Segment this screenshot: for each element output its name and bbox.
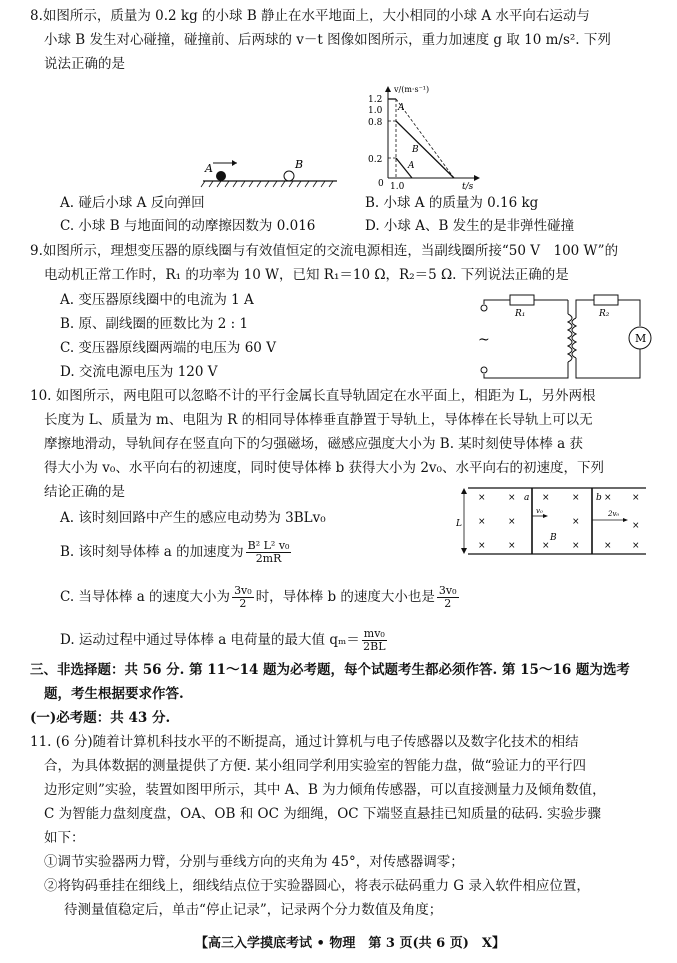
q8-ball-figure <box>195 155 345 190</box>
field-cross-icon: × <box>478 517 486 527</box>
distance-l-label: L <box>456 519 462 529</box>
tick-1-0: 1.0 <box>368 106 383 116</box>
q10-option-b-numerator: B² L² v₀ <box>247 539 290 552</box>
q8-option-a: A. 碰后小球 A 反向弹回 <box>60 195 205 211</box>
field-cross-icon: × <box>508 493 516 503</box>
q11-step-1: ①调节实验器两力臂，分别与垂线方向的夹角为 45°，对传感器调零； <box>44 854 464 870</box>
q10-stem-2: 长度为 L、质量为 m、电阻为 R 的相同导体棒垂直静置于导轨上，导体棒在长导轨上可以无 <box>44 412 593 428</box>
motor-label: M <box>635 332 647 345</box>
field-cross-icon: × <box>572 517 580 527</box>
section-3-heading-2: 题，考生根据要求作答. <box>44 686 184 702</box>
field-cross-icon: × <box>542 541 550 551</box>
q8-stem-1: 8.如图所示，质量为 0.2 kg 的小球 B 静止在水平地面上，大小相同的小球 A 水平向右运动与 <box>30 8 590 24</box>
field-b-label: B <box>550 533 557 543</box>
q10-option-d-text: D. 运动过程中通过导体棒 a 电荷量的最大值 qₘ＝ <box>60 632 360 648</box>
q10-field-figure <box>456 484 652 558</box>
q11-line-1: 11. (6 分)随着计算机科技水平的不断提高，通过计算机与电子传感器以及数字化技术的相结 <box>30 734 579 750</box>
q10-option-c-fraction-2 <box>437 585 459 610</box>
t-axis-label: t/s <box>462 182 474 192</box>
q10-option-d-fraction <box>362 628 387 653</box>
q8-stem-2: 小球 B 发生对心碰撞，碰撞前、后两球的 v－t 图像如图所示，重力加速度 g 取 10 m/s². 下列 <box>44 32 611 48</box>
q10-stem-1: 10. 如图所示，两电阻可以忽略不计的平行金属长直导轨固定在水平面上，相距为 L，另外两根 <box>30 388 596 404</box>
q10-option-c <box>60 585 461 610</box>
line-label-a-bottom: A <box>408 161 415 171</box>
q10-option-c-text: C. 当导体棒 a 的速度大小为 <box>60 589 231 605</box>
q8-option-c: C. 小球 B 与地面间的动摩擦因数为 0.016 <box>60 218 316 234</box>
r2-label: R₂ <box>599 309 610 319</box>
field-cross-icon: × <box>604 493 612 503</box>
field-cross-icon: × <box>604 541 612 551</box>
q10-option-c-denominator-1: 2 <box>239 597 247 610</box>
field-cross-icon: × <box>632 521 640 531</box>
ball-a <box>216 171 226 181</box>
tick-0-8: 0.8 <box>368 118 383 128</box>
q9-circuit <box>468 292 658 387</box>
q9-stem-2: 电动机正常工作时，R₁ 的功率为 10 W，已知 R₁＝10 Ω，R₂＝5 Ω. 下列说法正确的是 <box>44 267 569 283</box>
field-cross-icon: × <box>478 493 486 503</box>
field-cross-icon: × <box>572 541 580 551</box>
q9-option-c: C. 变压器原线圈两端的电压为 60 V <box>60 340 276 356</box>
field-cross-icon: × <box>508 517 516 527</box>
q10-option-c-denominator-2: 2 <box>444 597 452 610</box>
line-label-a-top: A <box>398 103 405 113</box>
field-cross-icon: × <box>632 493 640 503</box>
r1-label: R₁ <box>515 309 526 319</box>
q10-option-c-middle: 时，导体棒 b 的速度大小也是 <box>255 589 435 605</box>
q10-option-b-text: B. 该时刻导体棒 a 的加速度为 <box>60 544 244 560</box>
q10-stem-5: 结论正确的是 <box>44 484 125 500</box>
q9-option-a: A. 变压器原线圈中的电流为 1 A <box>60 292 254 308</box>
field-cross-icon: × <box>508 541 516 551</box>
q11-step-2a: ②将钩码垂挂在细线上，细线结点位于实验器圆心，将表示砝码重力 G 录入软件相应位置， <box>44 878 590 894</box>
tick-0: 0 <box>378 179 384 189</box>
q11-line-2: 合，为具体数据的测量提供了方便. 某小组同学利用实验室的智能力盘，做“验证力的平行四 <box>44 758 586 774</box>
v2-label: 2v₀ <box>608 510 620 518</box>
q9-option-b: B. 原、副线圈的匝数比为 2 : 1 <box>60 316 249 332</box>
q10-stem-3: 摩擦地滑动，导轨间存在竖直向下的匀强磁场，磁感应强度大小为 B. 某时刻使导体棒 a 获 <box>44 436 583 452</box>
q10-option-c-numerator-1: 3v₀ <box>234 584 252 597</box>
q10-option-d-denominator: 2BL <box>363 640 386 653</box>
v-axis-label: v/(m·s⁻¹) <box>394 85 430 94</box>
field-cross-icon: × <box>572 493 580 503</box>
rod-a-label: a <box>524 493 530 503</box>
ac-source-icon: ~ <box>478 332 490 348</box>
rod-b-label: b <box>596 493 602 503</box>
q10-option-d-numerator: mv₀ <box>363 627 385 640</box>
tick-t-1-0: 1.0 <box>390 182 405 192</box>
q10-stem-4: 得大小为 v₀、水平向右的初速度，同时使导体棒 b 获得大小为 2v₀、水平向右的初速度，下列 <box>44 460 604 476</box>
q11-line-4: C 为智能力盘刻度盘，OA、OB 和 OC 为细绳，OC 下端竖直悬挂已知质量的砝码. 实验步骤 <box>44 806 601 822</box>
q10-option-d <box>60 628 389 653</box>
q11-line-5: 如下： <box>44 830 85 846</box>
line-label-b: B <box>412 145 419 155</box>
page-footer: 【高三入学摸底考试 • 物理 第 3 页(共 6 页) X】 <box>195 936 505 951</box>
tick-0-2: 0.2 <box>368 155 383 165</box>
q10-option-b-denominator: 2mR <box>255 552 282 565</box>
q11-step-2b: 待测量值稳定后，单击“停止记录”，记录两个分力数值及角度； <box>64 902 443 918</box>
q8-option-b: B. 小球 A 的质量为 0.16 kg <box>365 195 539 211</box>
v0-label: v₀ <box>536 507 543 515</box>
field-cross-icon: × <box>632 541 640 551</box>
q9-stem-1: 9.如图所示，理想变压器的原线圈与有效值恒定的交流电源相连，当副线圈所接“50 V 100 W”的 <box>30 243 619 259</box>
field-cross-icon: × <box>542 493 550 503</box>
q10-option-c-fraction-1 <box>232 585 254 610</box>
q10-option-c-numerator-2: 3v₀ <box>438 584 457 597</box>
q10-option-b <box>60 540 293 565</box>
q10-option-a: A. 该时刻回路中产生的感应电动势为 3BLv₀ <box>60 510 326 526</box>
ball-b-label: B <box>295 158 304 171</box>
q8-vt-graph <box>356 82 486 192</box>
section-3-subheading: (一)必考题：共 43 分. <box>30 710 171 726</box>
field-cross-icon: × <box>478 541 486 551</box>
q9-option-d: D. 交流电源电压为 120 V <box>60 364 218 380</box>
q8-option-d: D. 小球 A、B 发生的是非弹性碰撞 <box>365 218 575 234</box>
tick-1-2: 1.2 <box>368 95 383 105</box>
ball-b <box>284 171 294 181</box>
section-3-heading-1: 三、非选择题：共 56 分. 第 11～14 题为必考题，每个试题考生都必须作答. 第 15～16 题为选考 <box>30 662 630 678</box>
q10-option-b-fraction <box>246 540 292 565</box>
q8-stem-3: 说法正确的是 <box>44 56 125 72</box>
q11-line-3: 边形定则”实验，装置如图甲所示，其中 A、B 为力倾角传感器，可以直接测量力及倾角数值， <box>44 782 606 798</box>
ball-a-label: A <box>205 162 213 175</box>
